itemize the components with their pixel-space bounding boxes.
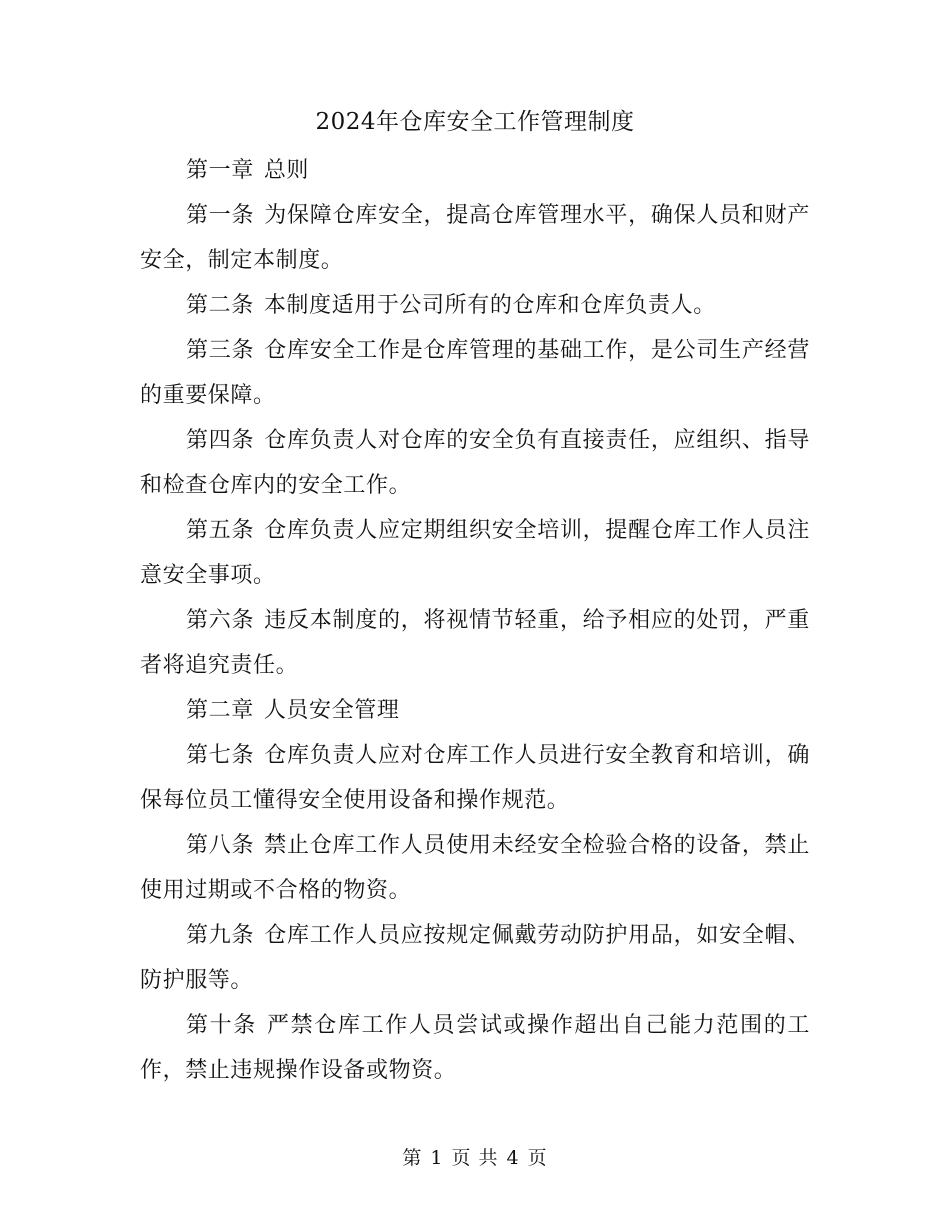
footer-middle: 页 共 <box>451 1147 499 1169</box>
article-text: 为保障仓库安全，提高仓库管理水平，确保人员和财产安全，制定本制度。 <box>140 203 810 273</box>
article-number: 第五条 <box>186 518 255 543</box>
article-paragraph <box>140 193 810 283</box>
article-number: 第九条 <box>186 923 255 948</box>
article-paragraph <box>140 1003 810 1093</box>
page-total: 4 <box>506 1147 520 1169</box>
chapter-number: 第二章 <box>186 698 254 723</box>
article-number: 第四条 <box>186 428 255 453</box>
article-paragraph <box>140 328 810 418</box>
chapter-title: 总则 <box>263 158 310 183</box>
article-text: 本制度适用于公司所有的仓库和仓库负责人。 <box>263 293 716 318</box>
chapter-heading <box>140 688 810 733</box>
article-paragraph <box>140 598 810 688</box>
article-text: 严禁仓库工作人员尝试或操作超出自己能力范围的工作，禁止违规操作设备或物资。 <box>140 1013 810 1083</box>
article-paragraph <box>140 283 810 328</box>
page-number: 1 <box>430 1147 444 1169</box>
article-text: 仓库工作人员应按规定佩戴劳动防护用品，如安全帽、防护服等。 <box>140 923 810 993</box>
article-number: 第八条 <box>186 833 255 858</box>
article-paragraph <box>140 733 810 823</box>
footer-suffix: 页 <box>527 1147 548 1169</box>
article-paragraph <box>140 418 810 508</box>
article-number: 第三条 <box>186 338 255 363</box>
footer-prefix: 第 <box>402 1147 423 1169</box>
article-number: 第七条 <box>186 743 255 768</box>
article-paragraph <box>140 508 810 598</box>
article-text: 仓库负责人应定期组织安全培训，提醒仓库工作人员注意安全事项。 <box>140 518 810 588</box>
article-text: 违反本制度的，将视情节轻重，给予相应的处罚，严重者将追究责任。 <box>140 608 810 678</box>
document-body <box>140 148 810 1093</box>
article-number: 第二条 <box>186 293 254 318</box>
article-text: 仓库负责人对仓库的安全负有直接责任，应组织、指导和检查仓库内的安全工作。 <box>140 428 810 498</box>
article-paragraph <box>140 913 810 1003</box>
article-text: 禁止仓库工作人员使用未经安全检验合格的设备，禁止使用过期或不合格的物资。 <box>140 833 810 903</box>
article-number: 第六条 <box>186 608 255 633</box>
chapter-heading <box>140 148 810 193</box>
article-paragraph <box>140 823 810 913</box>
article-number: 第十条 <box>186 1013 257 1038</box>
document-title: 2024年仓库安全工作管理制度 <box>315 109 635 135</box>
chapter-number: 第一章 <box>186 158 254 183</box>
page-footer <box>0 1143 950 1173</box>
article-text: 仓库负责人应对仓库工作人员进行安全教育和培训，确保每位员工懂得安全使用设备和操作规范。 <box>140 743 810 813</box>
article-text: 仓库安全工作是仓库管理的基础工作，是公司生产经营的重要保障。 <box>140 338 810 408</box>
chapter-title: 人员安全管理 <box>263 698 400 723</box>
article-number: 第一条 <box>186 203 255 228</box>
